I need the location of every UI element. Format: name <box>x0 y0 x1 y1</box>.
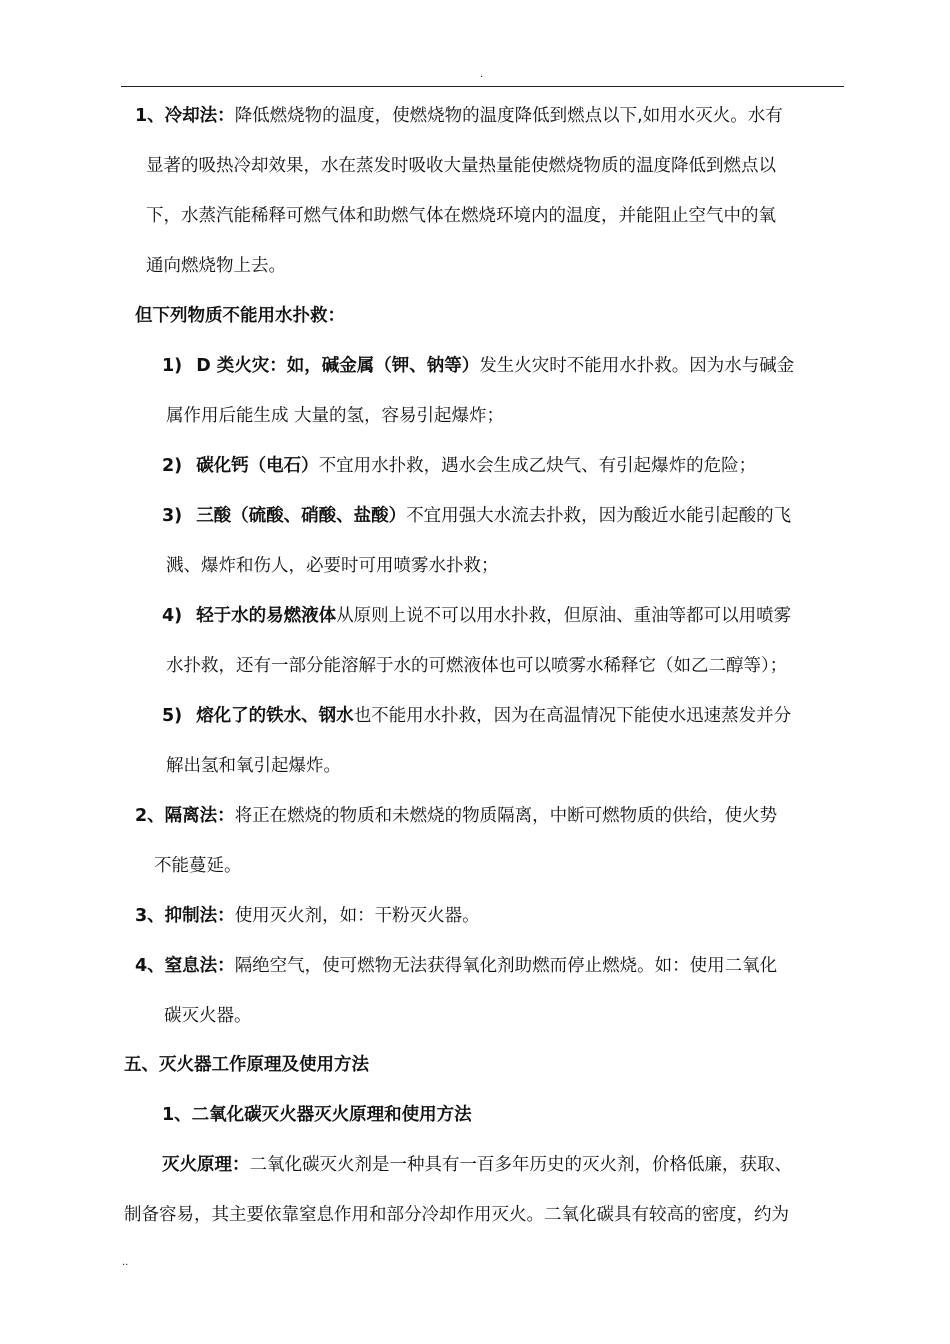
smothering-method-line-2: 碳灭火器。 <box>164 1006 252 1026</box>
isolation-method-line-2: 不能蔓延。 <box>154 856 242 876</box>
principle-line-1 <box>162 1153 792 1177</box>
principle-line-2: 制备容易，其主要依靠窒息作用和部分冷却作用灭火。二氧化碳具有较高的密度，约为 <box>124 1205 789 1225</box>
isolation-method-title: 2、隔离法： <box>135 806 235 826</box>
header-dot: . <box>480 69 484 80</box>
list-item-3-cont: 溅、爆炸和伤人，必要时可用喷雾水扑救； <box>166 556 499 576</box>
list-item-4-number: 4) <box>162 606 183 626</box>
principle-text: 二氧化碳灭火剂是一种具有一百多年历史的灭火剂，价格低廉，获取、 <box>249 1155 792 1175</box>
list-item-2 <box>162 454 756 478</box>
section-5-title-text: 五、灭火器工作原理及使用方法 <box>124 1055 369 1075</box>
list-item-5-bold: 熔化了的铁水、钢水 <box>196 706 354 726</box>
list-item-4-text: 从原则上说不可以用水扑救，但原油、重油等都可以用喷雾 <box>336 606 792 626</box>
list-item-3 <box>162 504 791 528</box>
cooling-method-line-2: 显著的吸热冷却效果，水在蒸发时吸收大量热量能使燃烧物质的温度降低到燃点以 <box>146 156 776 176</box>
cooling-method-line-4: 通向燃烧物上去。 <box>146 256 286 276</box>
no-water-heading-text: 但下列物质不能用水扑救： <box>135 306 345 326</box>
section-5-title <box>124 1053 369 1077</box>
smothering-method-title: 4、窒息法： <box>135 956 235 976</box>
cooling-method-title: 1、冷却法： <box>135 106 235 126</box>
list-item-1 <box>162 354 794 378</box>
list-item-3-number: 3) <box>162 506 183 526</box>
list-item-4-cont: 水扑救，还有一部分能溶解于水的可燃液体也可以喷雾水稀释它（如乙二醇等）； <box>166 656 788 676</box>
cooling-method-line-3: 下，水蒸汽能稀释可燃气体和助燃气体在燃烧环境内的温度，并能阻止空气中的氧 <box>146 206 776 226</box>
cooling-method-line-1 <box>135 104 783 128</box>
list-item-5-number: 5) <box>162 706 183 726</box>
smothering-method-text: 隔绝空气，使可燃物无法获得氧化剂助燃而停止燃烧。如：使用二氧化 <box>234 956 778 976</box>
principle-title: 灭火原理： <box>162 1155 250 1175</box>
list-item-2-number: 2) <box>162 456 183 476</box>
list-item-2-bold: 碳化钙（电石） <box>196 456 319 476</box>
list-item-3-bold: 三酸（硫酸、硝酸、盐酸） <box>196 506 407 526</box>
subsection-1-title <box>162 1103 472 1127</box>
suppression-method-line <box>135 904 480 928</box>
list-item-1-text: 发生火灾时不能用水扑救。因为水与碱金 <box>479 356 795 376</box>
cooling-method-text: 降低燃烧物的温度，使燃烧物的温度降低到燃点以下,如用水灭火。水有 <box>234 106 783 126</box>
list-item-1-cont: 属作用后能生成 大量的氢，容易引起爆炸； <box>166 406 505 426</box>
suppression-method-title: 3、抑制法： <box>135 906 235 926</box>
list-item-1-number: 1) <box>162 356 183 376</box>
footer-dots: .. <box>122 1257 129 1268</box>
list-item-5 <box>162 704 791 728</box>
list-item-5-text: 也不能用水扑救，因为在高温情况下能使水迅速蒸发并分 <box>353 706 792 726</box>
suppression-method-text: 使用灭火剂，如：干粉灭火器。 <box>234 906 480 926</box>
header-rule <box>121 86 844 87</box>
list-item-5-cont: 解出氢和氧引起爆炸。 <box>166 756 341 776</box>
no-water-heading <box>135 304 345 328</box>
list-item-1-bold: D 类火灾：如，碱金属（钾、钠等） <box>196 356 480 376</box>
list-item-4-bold: 轻于水的易燃液体 <box>196 606 337 626</box>
isolation-method-text: 将正在燃烧的物质和未燃烧的物质隔离，中断可燃物质的供给，使火势 <box>234 806 778 826</box>
isolation-method-line-1 <box>135 804 777 828</box>
list-item-4 <box>162 604 791 628</box>
list-item-3-text: 不宜用强大水流去扑救，因为酸近水能引起酸的飞 <box>406 506 792 526</box>
subsection-1-title-text: 1、二氧化碳灭火器灭火原理和使用方法 <box>162 1105 472 1125</box>
smothering-method-line-1 <box>135 954 777 978</box>
list-item-2-text: 不宜用水扑救，遇水会生成乙炔气、有引起爆炸的危险； <box>318 456 757 476</box>
